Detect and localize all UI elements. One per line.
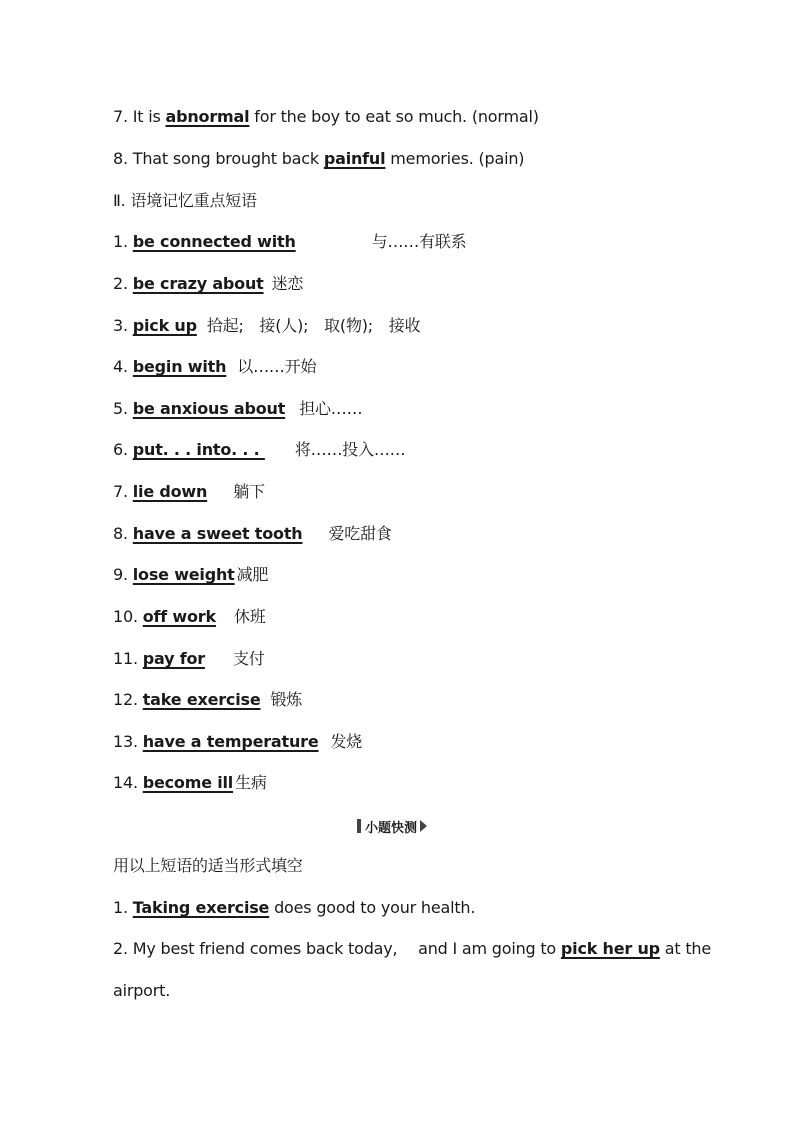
item-number: 8. (113, 149, 133, 168)
phrase-meaning: 爱吃甜食 (328, 524, 392, 543)
phrase-item-8 (113, 523, 392, 545)
phrase-answer: pay for (142, 649, 205, 668)
item-number: 4. (113, 357, 133, 376)
phrase-item-9 (113, 564, 268, 586)
phrase-answer: begin with (132, 357, 227, 376)
phrase-item-10 (113, 606, 266, 628)
exercise-item-8 (113, 148, 524, 170)
phrase-answer: lose weight (132, 565, 235, 584)
sentence-text: My best friend comes back today, and I am going to (132, 939, 561, 958)
sentence-text: at the (659, 939, 711, 958)
phrase-meaning: 迷恋 (271, 274, 304, 293)
phrase-answer: lie down (132, 482, 208, 501)
phrase-answer: put. . . into. . . (132, 440, 265, 459)
sentence-text: for the boy to eat so much. (normal) (249, 107, 539, 126)
phrase-answer: be anxious about (132, 399, 286, 418)
item-number: 2. (113, 274, 133, 293)
phrase-item-1 (113, 231, 466, 253)
phrase-item-13 (113, 731, 362, 753)
item-number: 14. (113, 773, 143, 792)
item-number: 8. (113, 524, 133, 543)
exercise-item-7 (113, 106, 539, 128)
phrase-meaning: 拾起; 接(人); 取(物); 接收 (206, 316, 421, 335)
item-number: 7. (113, 482, 133, 501)
phrase-answer: off work (142, 607, 216, 626)
quiz-item-2 (113, 938, 711, 960)
item-number: 11. (113, 649, 143, 668)
phrase-meaning: 支付 (232, 649, 265, 668)
quiz-item-2-continuation: airport. (113, 981, 171, 1000)
quiz-instruction: 用以上短语的适当形式填空 (113, 856, 303, 875)
item-number: 10. (113, 607, 143, 626)
phrase-answer: have a sweet tooth (132, 524, 303, 543)
quiz-item-1 (113, 897, 475, 919)
phrase-meaning: 躺下 (233, 482, 265, 501)
phrase-meaning: 休班 (233, 607, 266, 626)
sentence-text: It is (132, 107, 166, 126)
phrase-answer: have a temperature (142, 732, 319, 751)
sentence-text: That song brought back (132, 149, 324, 168)
phrase-item-7 (113, 481, 265, 503)
sentence-text: memories. (pain) (385, 149, 525, 168)
phrase-item-3 (113, 315, 420, 337)
banner-label: 小题快测 (365, 820, 418, 836)
banner-bar-icon (357, 819, 361, 833)
phrase-answer: take exercise (142, 690, 261, 709)
item-number: 3. (113, 316, 133, 335)
phrase-item-12 (113, 689, 302, 711)
quiz-banner (357, 817, 427, 835)
phrase-item-11 (113, 648, 265, 670)
item-number: 6. (113, 440, 133, 459)
section-title: Ⅱ. 语境记忆重点短语 (113, 191, 257, 210)
item-number: 1. (113, 898, 133, 917)
phrase-meaning: 以……开始 (237, 357, 317, 376)
item-number: 1. (113, 232, 133, 251)
answer-word: pick her up (560, 939, 660, 958)
phrase-meaning: 发烧 (330, 732, 363, 751)
phrase-item-5 (113, 398, 362, 420)
phrase-meaning: 减肥 (236, 565, 269, 584)
phrase-meaning: 将……投入…… (294, 440, 406, 459)
phrase-answer: pick up (132, 316, 197, 335)
phrase-meaning: 担心…… (299, 399, 363, 418)
answer-word: abnormal (165, 107, 250, 126)
item-number: 9. (113, 565, 133, 584)
answer-word: Taking exercise (132, 898, 270, 917)
item-number: 2. (113, 939, 133, 958)
phrase-meaning: 锻炼 (270, 690, 303, 709)
phrase-answer: be crazy about (132, 274, 264, 293)
sentence-text: does good to your health. (269, 898, 476, 917)
item-number: 5. (113, 399, 133, 418)
item-number: 12. (113, 690, 143, 709)
phrase-item-14 (113, 772, 267, 794)
phrase-answer: become ill (142, 773, 234, 792)
answer-word: painful (323, 149, 386, 168)
item-number: 7. (113, 107, 133, 126)
phrase-item-4 (113, 356, 316, 378)
phrase-answer: be connected with (132, 232, 296, 251)
phrase-meaning: 生病 (235, 773, 267, 792)
phrase-item-6 (113, 439, 405, 461)
phrase-item-2 (113, 273, 303, 295)
banner-arrow-icon (420, 820, 427, 832)
item-number: 13. (113, 732, 143, 751)
phrase-meaning: 与……有联系 (371, 232, 467, 251)
